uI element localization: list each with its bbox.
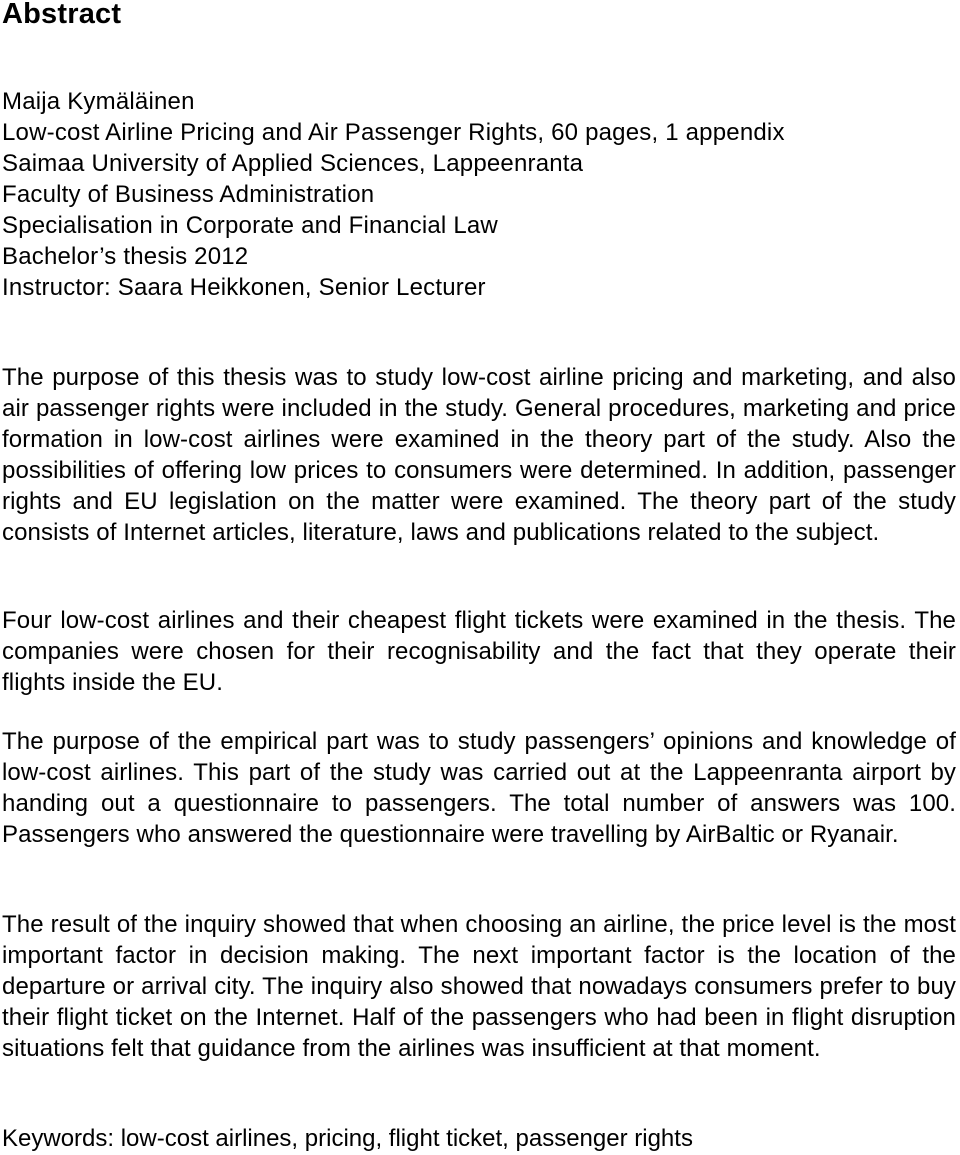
abstract-paragraph-4: The result of the inquiry showed that when choosing an airline, the price level is the most important factor in decision making. The next important factor is the location of the departure or arrival city. The inquiry also showed that nowadays consumers prefer to buy their flight ticket on the Internet. Half of the passengers who had been in flight disruption situations felt that guidance from the airlines was insufficient at that moment. [2,911,956,1062]
university-name: Saimaa University of Applied Sciences, Lappeenranta [2,150,584,177]
instructor: Instructor: Saara Heikkonen, Senior Lecturer [2,274,486,301]
specialisation: Specialisation in Corporate and Financial Law [2,212,498,239]
keywords-line: Keywords: low-cost airlines, pricing, flight ticket, passenger rights [2,1125,693,1152]
page-title: Abstract [2,0,122,30]
thesis-metadata [2,86,952,303]
faculty-name: Faculty of Business Administration [2,181,375,208]
abstract-paragraph-2: Four low-cost airlines and their cheapest flight tickets were examined in the thesis. The companies were chosen for their recognisability and the fact that they operate their flights inside the EU. [2,607,956,696]
abstract-paragraph-1: The purpose of this thesis was to study low-cost airline pricing and marketing, and also air passenger rights were included in the study. General procedures, marketing and price formation in low-cost airlines were examined in the theory part of the study. Also the possibilities of offering low prices to consumers were determined. In addition, passenger rights and EU legislation on the matter were examined. The theory part of the study consists of Internet articles, literature, laws and publications related to the subject. [2,364,956,546]
author-name: Maija Kymäläinen [2,88,195,115]
abstract-paragraph-3: The purpose of the empirical part was to study passengers’ opinions and knowledge of low-cost airlines. This part of the study was carried out at the Lappeenranta airport by handing out a questionnaire to passengers. The total number of answers was 100. Passengers who answered the questionnaire were travelling by AirBaltic or Ryanair. [2,728,956,848]
thesis-type-year: Bachelor’s thesis 2012 [2,243,249,270]
thesis-title: Low-cost Airline Pricing and Air Passenger Rights, 60 pages, 1 appendix [2,119,785,146]
